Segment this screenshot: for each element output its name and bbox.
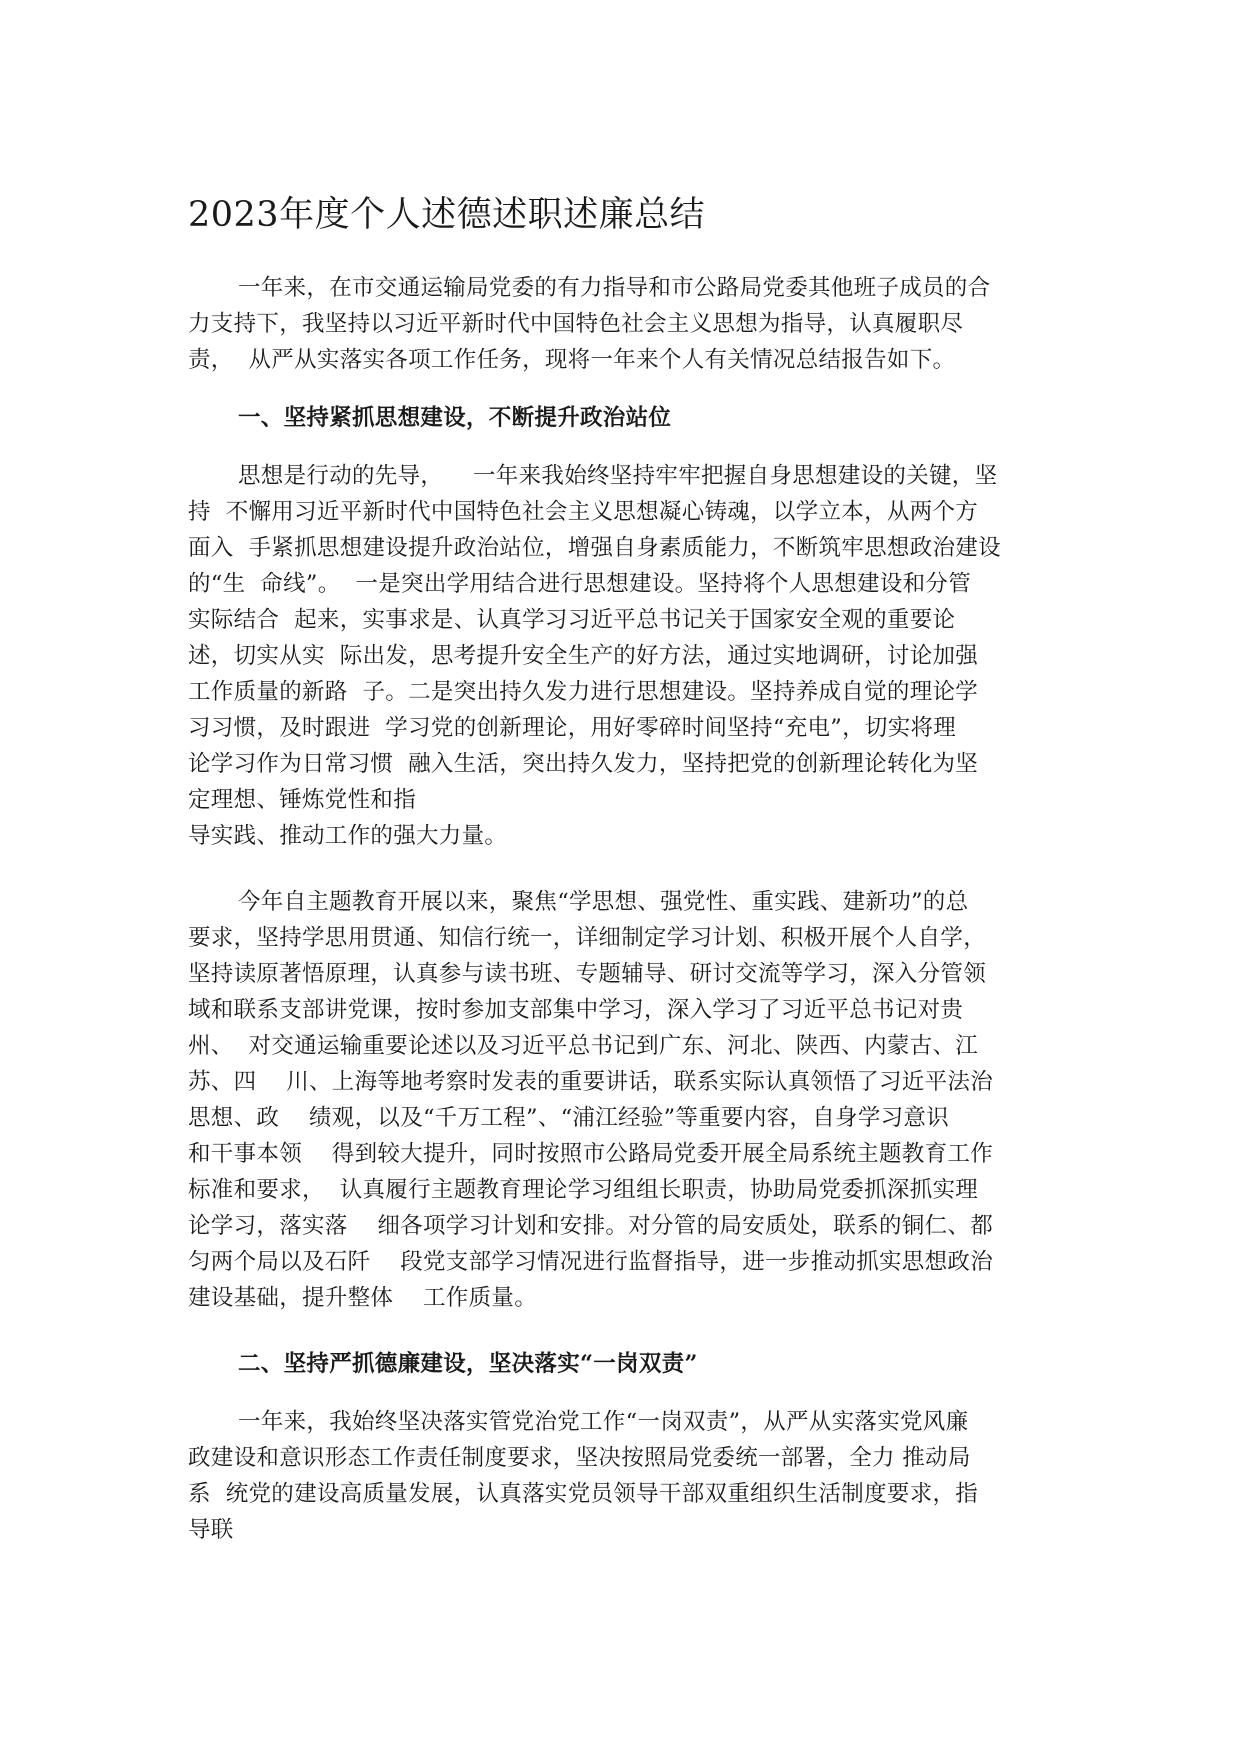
text-line: 论学习，落实落 细各项学习计划和安排。对分管的局安质处，联系的铜仁、都 (188, 1213, 994, 1239)
text-line: 责， 从严从实落实各项工作任务，现将一年来个人有关情况总结报告如下。 (188, 347, 956, 373)
text-line: 今年自主题教育开展以来，聚焦“学思想、强党性、重实践、建新功”的总 (238, 889, 969, 915)
text-line: 的“生 命线”。 一是突出学用结合进行思想建设。坚持将个人思想建设和分管 (188, 571, 972, 597)
text-line: 政建设和意识形态工作责任制度要求，坚决按照局党委统一部署，全力 推动局 (188, 1445, 971, 1471)
text-line: 坚持读原著悟原理，认真参与读书班、专题辅导、研讨交流等学习，深入分管领 (188, 961, 987, 987)
text-line: 力支持下，我坚持以习近平新时代中国特色社会主义思想为指导，认真履职尽 (188, 311, 964, 337)
text-line: 建设基础，提升整体 工作质量。 (188, 1285, 538, 1311)
text-line: 论学习作为日常习惯 融入生活，突出持久发力，坚持把党的创新理论转化为坚 (188, 751, 979, 777)
section1-paragraph-2 (188, 884, 1056, 1316)
text-line: 域和联系支部讲党课，按时参加支部集中学习，深入学习了习近平总书记对贵 (188, 997, 964, 1023)
section1-paragraph-1 (188, 458, 1056, 854)
text-line: 一年来，在市交通运输局党委的有力指导和市公路局党委其他班子成员的合 (238, 275, 991, 301)
text-line: 苏、四 川、上海等地考察时发表的重要讲话，联系实际认真领悟了习近平法治 (188, 1069, 994, 1095)
intro-paragraph (188, 270, 1056, 378)
text-line: 定理想、锤炼党性和指 (188, 787, 417, 813)
text-line: 述，切实从实 际出发，思考提升安全生产的好方法，通过实地调研，讨论加强 (188, 643, 979, 669)
text-line: 匀两个局以及石阡 段党支部学习情况进行监督指导，进一步推动抓实思想政治 (188, 1249, 994, 1275)
text-line: 工作质量的新路 子。二是突出持久发力进行思想建设。坚持养成自觉的理论学 (188, 679, 979, 705)
text-line: 思想是行动的先导， 一年来我始终坚持牢牢把握自身思想建设的关键，坚 (238, 463, 998, 489)
text-line: 系 统党的建设高质量发展，认真落实党员领导干部双重组织生活制度要求，指 (188, 1481, 979, 1507)
text-line: 实际结合 起来，实事求是、认真学习习近平总书记关于国家安全观的重要论 (188, 607, 956, 633)
text-line: 面入 手紧抓思想建设提升政治站位，增强自身素质能力，不断筑牢思想政治建设 (188, 535, 1001, 561)
text-line: 要求，坚持学思用贯通、知信行统一，详细制定学习计划、积极开展个人自学， (188, 925, 987, 951)
text-line: 持 不懈用习近平新时代中国特色社会主义思想凝心铸魂，以学立本，从两个方 (188, 499, 979, 525)
text-line: 一年来，我始终坚决落实管党治党工作“一岗双责”，从严从实落实党风廉 (238, 1409, 969, 1435)
text-line: 导联 (188, 1517, 234, 1543)
text-line: 导实践、推动工作的强大力量。 (188, 823, 508, 849)
text-line: 思想、政 绩观，以及“千万工程”、“浦江经验”等重要内容，自身学习意识 (188, 1105, 950, 1131)
section2-paragraph-1 (188, 1404, 1056, 1548)
text-line: 习习惯，及时跟进 学习党的创新理论，用好零碎时间坚持“充电”，切实将理 (188, 715, 957, 741)
document-title: 2023年度个人述德述职述廉总结 (188, 195, 706, 235)
document-page (188, 190, 1056, 1548)
text-line: 州、 对交通运输重要论述以及习近平总书记到广东、河北、陕西、内蒙古、江 (188, 1033, 979, 1059)
text-line: 和干事本领 得到较大提升，同时按照市公路局党委开展全局系统主题教育工作 (188, 1141, 994, 1167)
section-heading-1: 一、坚持紧抓思想建设，不断提升政治站位 (238, 405, 672, 431)
text-line: 标准和要求， 认真履行主题教育理论学习组组长职责，协助局党委抓深抓实理 (188, 1177, 979, 1203)
section-heading-2: 二、坚持严抓德廉建设，坚决落实“一岗双责” (238, 1351, 698, 1377)
